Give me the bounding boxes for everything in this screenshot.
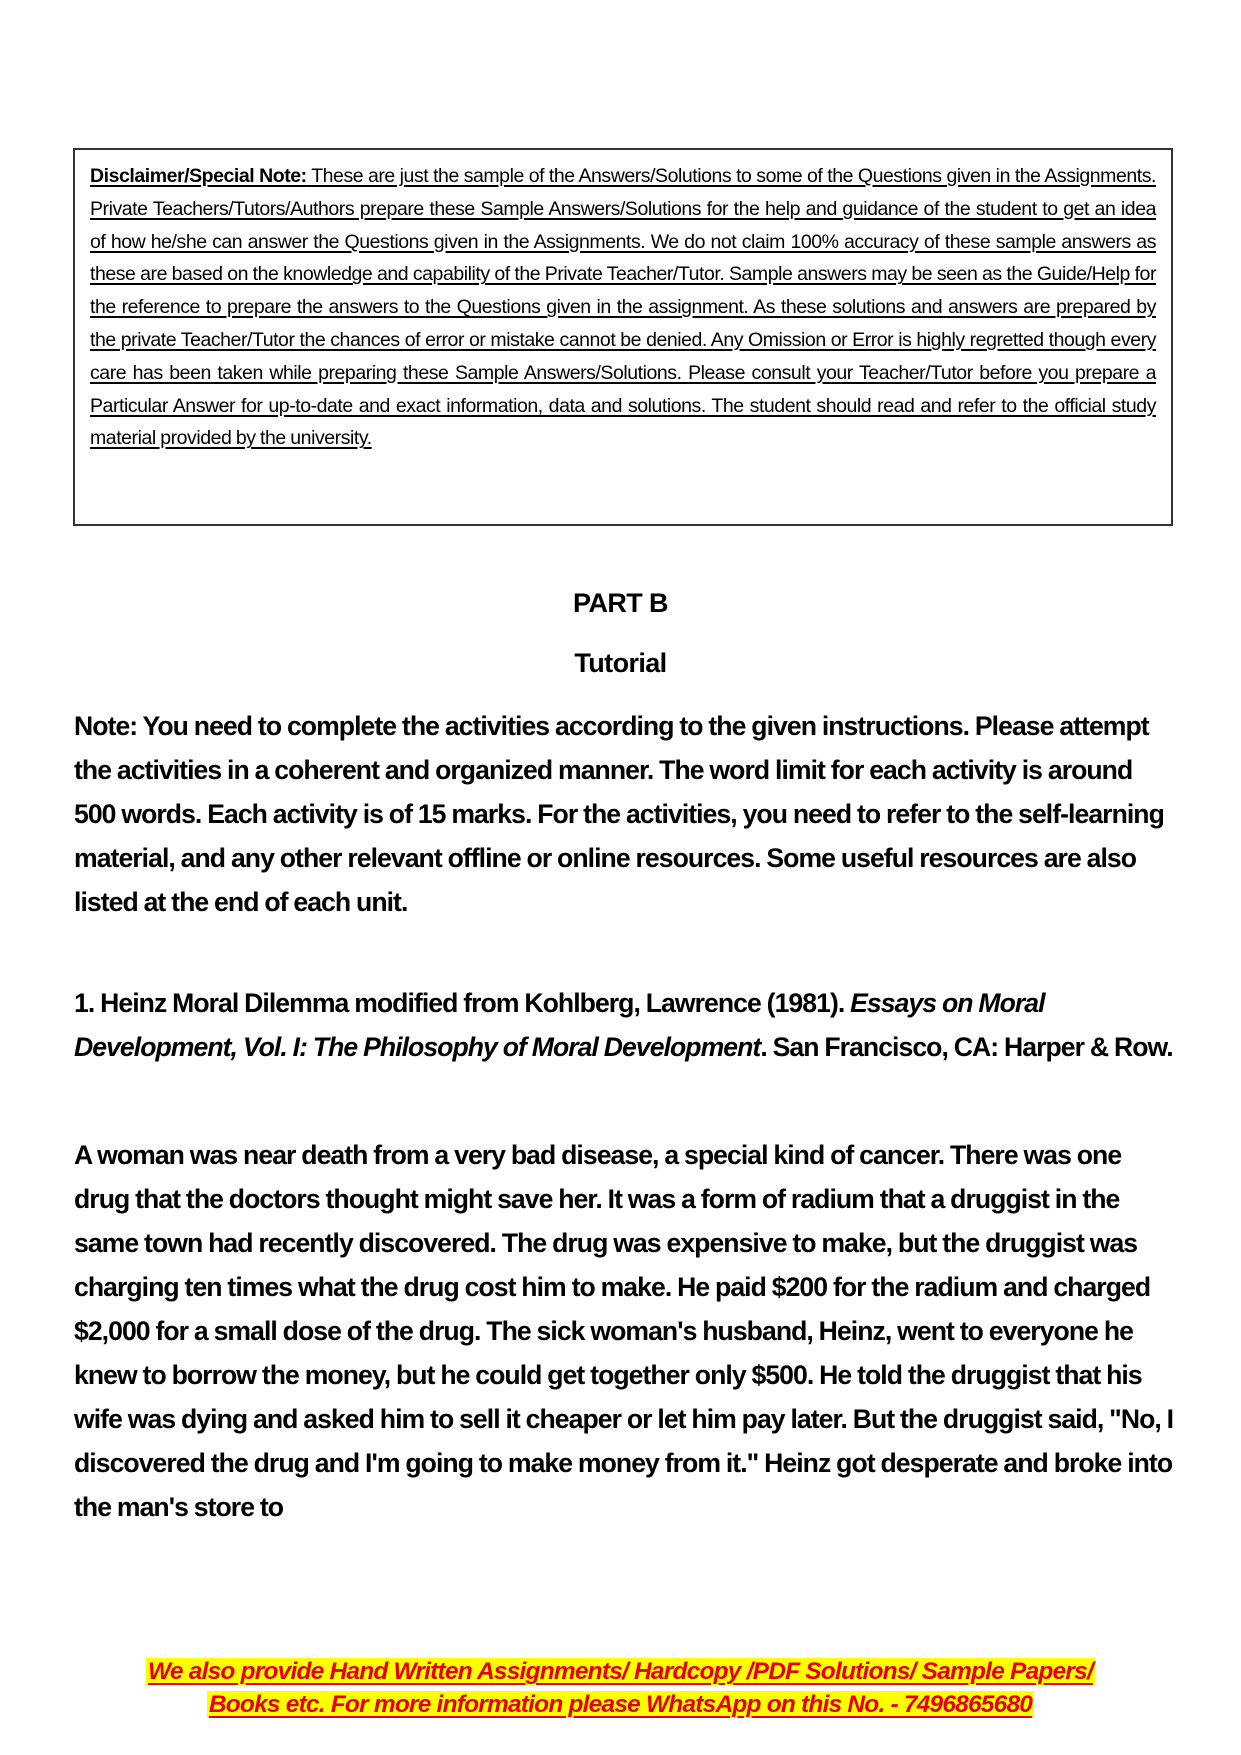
- promo-footer: [0, 1655, 1241, 1721]
- question-1-citation: [74, 981, 1174, 1069]
- disclaimer-body: These are just the sample of the Answers/Solutions to some of the Questions given in the Assignments. Private Teachers/Tutors/Authors prepare these Sample Answers/Solutions for the help and guidance of the student to get an idea of how he/she can answer the Questions given in the Assignments. We do not claim 100% accuracy of these sample answers as these are based on the knowledge and capability of the Private Teacher/Tutor. Sample answers may be seen as the Guide/Help for the reference to prepare the answers to the Questions given in the assignment. As these solutions and answers are prepared by the private Teacher/Tutor the chances of error or mistake cannot be denied. Any Omission or Error is highly regretted though every care has been taken while preparing these Sample Answers/Solutions. Please consult your Teacher/Tutor before you prepare a Particular Answer for up-to-date and exact information, data and solutions. The student should read and refer to the official study material provided by the university.: [90, 165, 1157, 450]
- disclaimer-label: Disclaimer/Special Note:: [90, 165, 307, 187]
- disclaimer-text: [90, 160, 1156, 455]
- promo-line-1: We also provide Hand Written Assignments/ Hardcopy /PDF Solutions/ Sample Papers/: [148, 1658, 1093, 1685]
- instructions-note: Note: You need to complete the activities according to the given instructions. Please attempt the activities in a coherent and organized manner. The word limit for each activity is around 500 words. Each activity is of 15 marks. For the activities, you need to refer to the self-learning material, and any other relevant offline or online resources. Some useful resources are also listed at the end of each unit.: [74, 711, 1164, 917]
- citation-book-title: Essays on Moral Development, Vol. I: The Philosophy of Moral Development: [74, 988, 1045, 1062]
- part-heading: PART B: [573, 588, 668, 618]
- promo-line-2: Books etc. For more information please WhatsApp on this No. - 7496865680: [208, 1691, 1033, 1718]
- heinz-dilemma-story: A woman was near death from a very bad disease, a special kind of cancer. There was one drug that the doctors thought might save her. It was a form of radium that a druggist in the same town had recently discovered. The drug was expensive to make, but the druggist was charging ten times what the drug cost him to make. He paid $200 for the radium and charged $2,000 for a small dose of the drug. The sick woman's husband, Heinz, went to everyone he knew to borrow the money, but he could get together only $500. He told the druggist that his wife was dying and asked him to sell it cheaper or let him pay later. But the druggist said, "No, I discovered the drug and I'm going to make money from it." Heinz got desperate and broke into the man's store to: [74, 1140, 1174, 1522]
- citation-suffix: . San Francisco, CA: Harper & Row.: [760, 1032, 1173, 1062]
- disclaimer-box: [73, 148, 1173, 526]
- citation-prefix: 1. Heinz Moral Dilemma modified from Kohlberg, Lawrence (1981).: [74, 988, 851, 1018]
- section-heading: Tutorial: [574, 648, 667, 678]
